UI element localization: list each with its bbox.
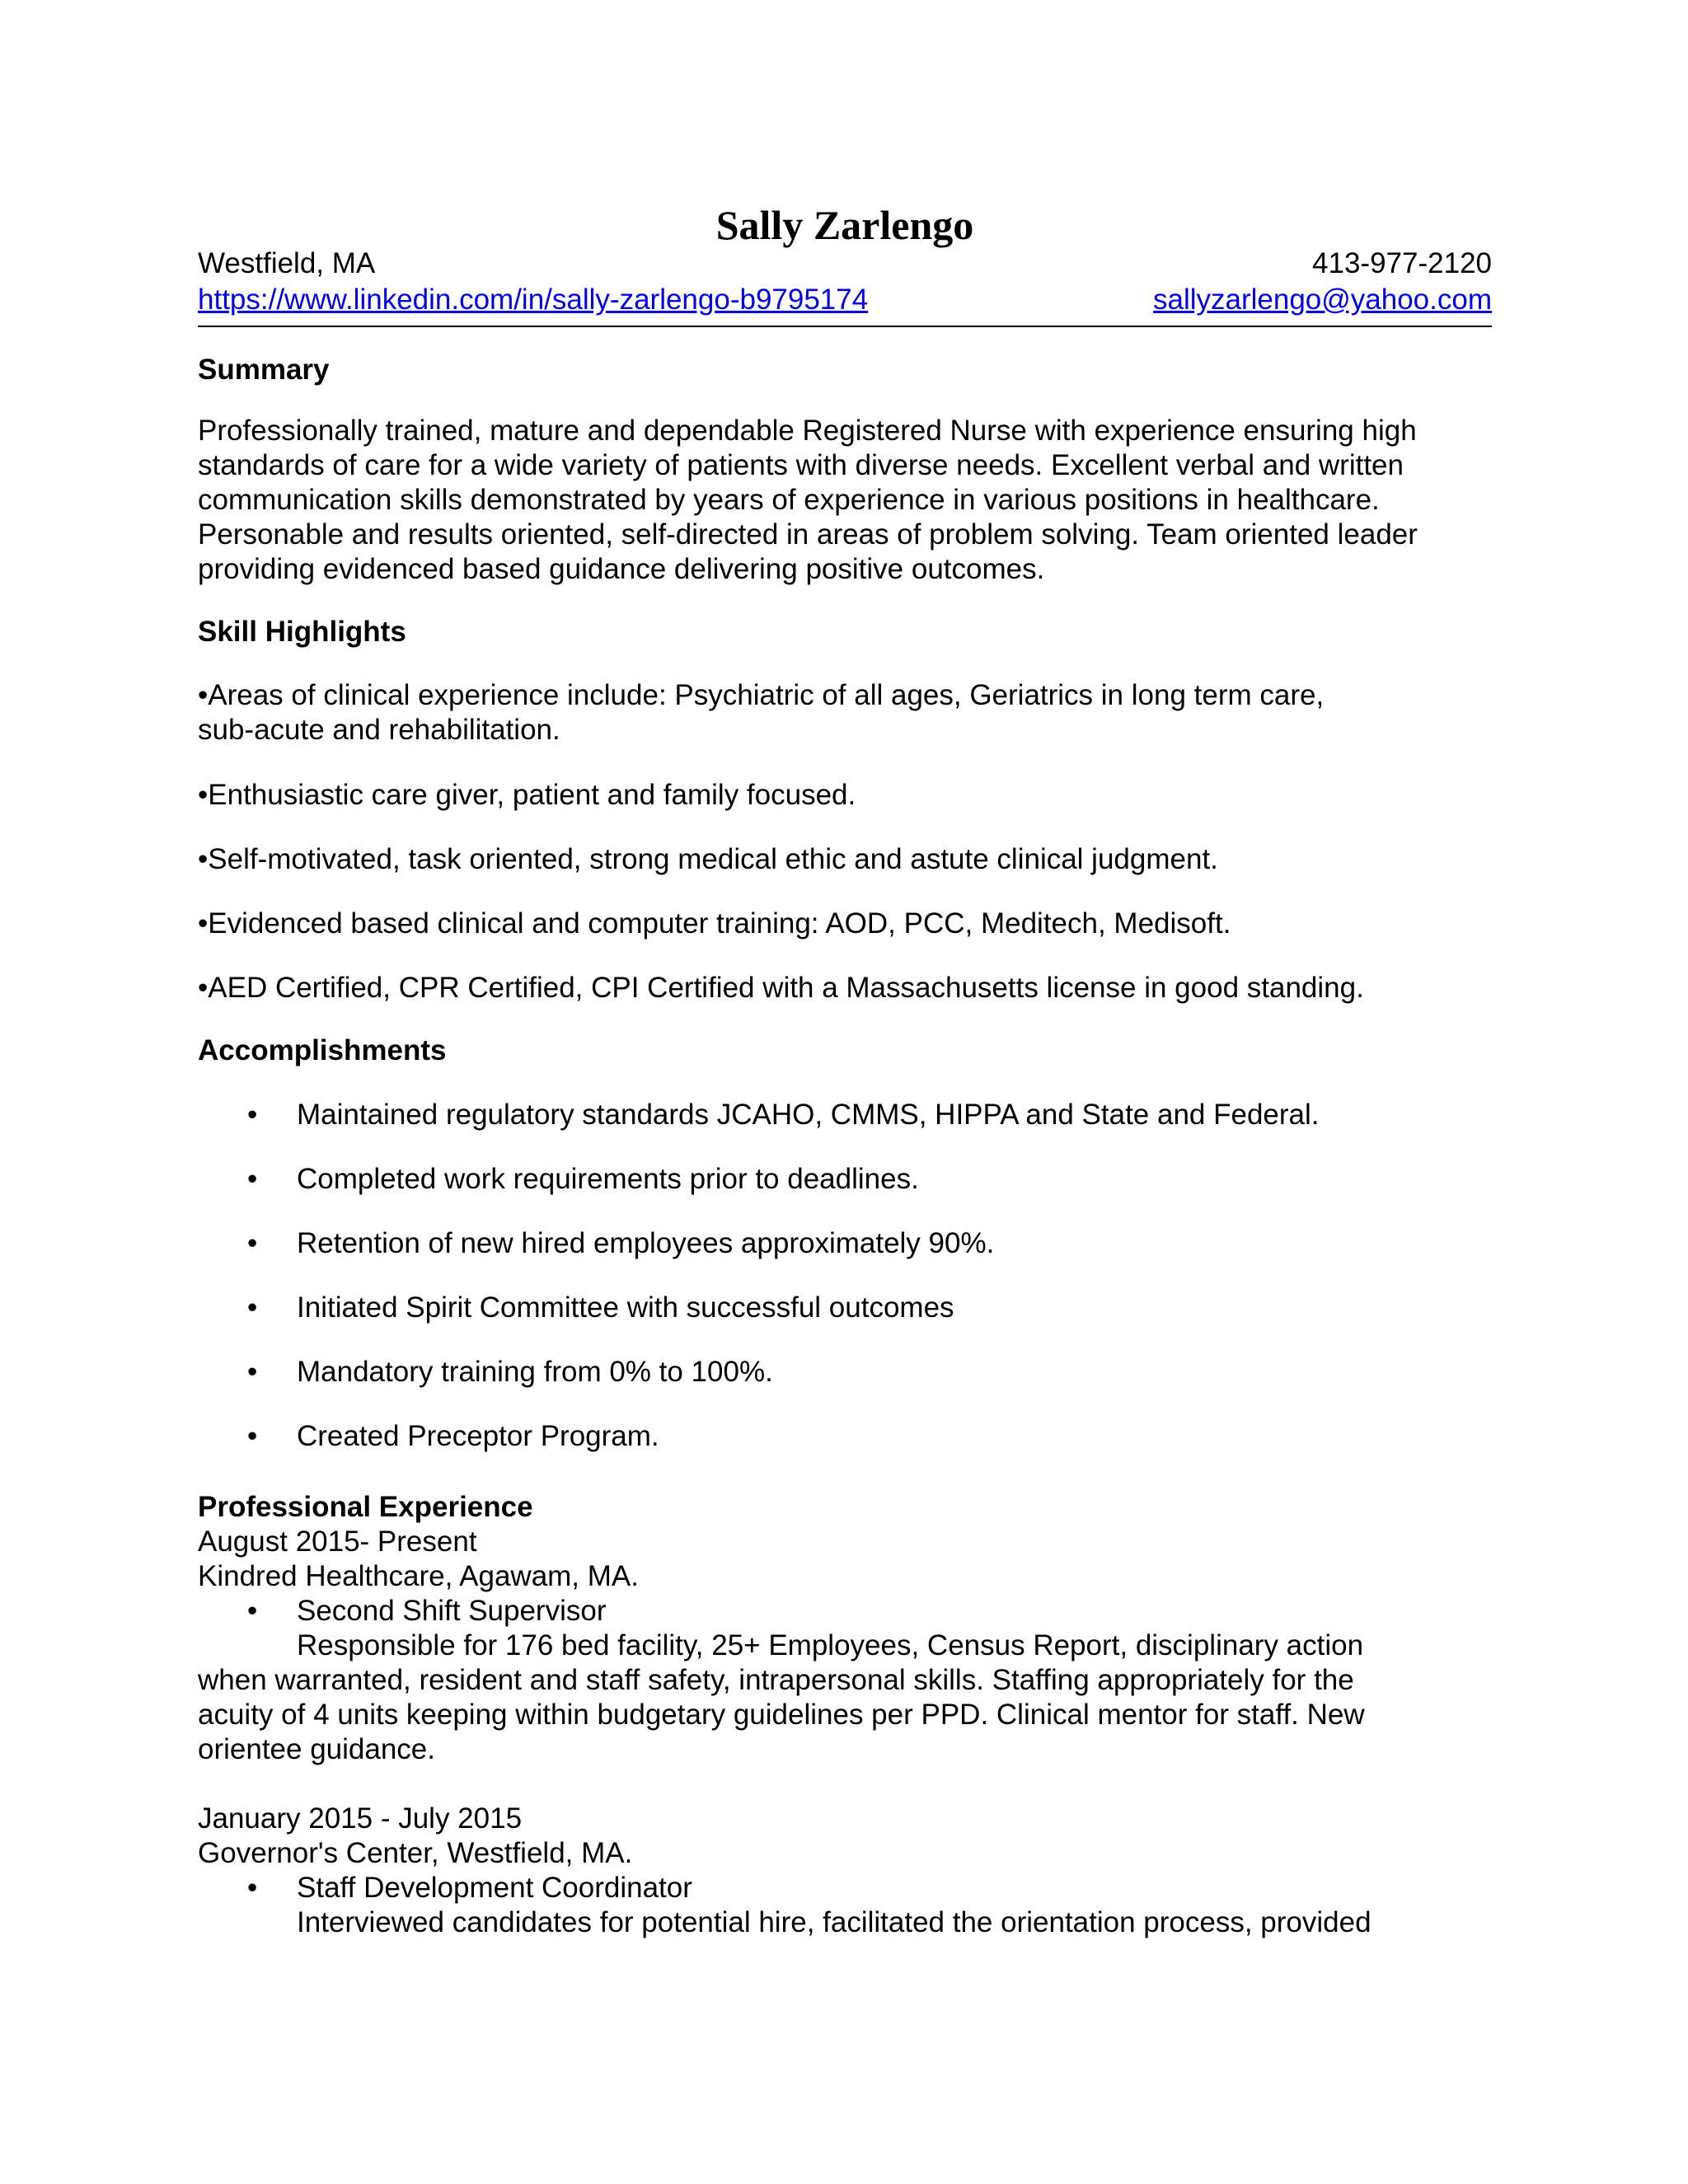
bullet-icon: • bbox=[247, 1291, 258, 1324]
job-dates: January 2015 - July 2015 bbox=[198, 1802, 523, 1835]
job-description-line: acuity of 4 units keeping within budgetary guidelines per PPD. Clinical mentor for staff. New bbox=[198, 1699, 1365, 1731]
job-employer: Governor's Center, Westfield, MA. bbox=[198, 1837, 633, 1869]
job-description-line: when warranted, resident and staff safety, intrapersonal skills. Staffing appropriately for the bbox=[198, 1664, 1354, 1696]
linkedin-link[interactable]: https://www.linkedin.com/in/sally-zarlengo-b9795174 bbox=[198, 284, 869, 316]
accomplishment-text: Maintained regulatory standards JCAHO, CMMS, HIPPA and State and Federal. bbox=[297, 1099, 1320, 1131]
phone-number: 413-977-2120 bbox=[1312, 247, 1492, 279]
summary-line: standards of care for a wide variety of patients with diverse needs. Excellent verbal and written bbox=[198, 449, 1404, 481]
job-employer: Kindred Healthcare, Agawam, MA. bbox=[198, 1560, 639, 1592]
job-description-line: orientee guidance. bbox=[198, 1733, 435, 1765]
summary-line: communication skills demonstrated by years of experience in various positions in healthcare. bbox=[198, 484, 1380, 516]
summary-line: providing evidenced based guidance delivering positive outcomes. bbox=[198, 553, 1045, 585]
bullet-icon: • bbox=[247, 1356, 258, 1388]
email-link[interactable]: sallyzarlengo@yahoo.com bbox=[1152, 284, 1492, 316]
accomplishment-text: Retention of new hired employees approximately 90%. bbox=[297, 1227, 995, 1259]
summary-line: Personable and results oriented, self-directed in areas of problem solving. Team oriented leader bbox=[198, 518, 1418, 551]
job-title: Second Shift Supervisor bbox=[297, 1595, 607, 1627]
contact-row-2 bbox=[198, 283, 1492, 317]
skill-item-continued: sub-acute and rehabilitation. bbox=[198, 714, 560, 746]
resume-page bbox=[198, 0, 1492, 2184]
bullet-icon: • bbox=[247, 1099, 258, 1131]
accomplishment-text: Mandatory training from 0% to 100%. bbox=[297, 1356, 773, 1388]
job-description-line: Responsible for 176 bed facility, 25+ Employees, Census Report, disciplinary action bbox=[297, 1629, 1364, 1661]
contact-row-1 bbox=[198, 246, 1492, 281]
experience-heading: Professional Experience bbox=[198, 1491, 533, 1523]
bullet-icon: • bbox=[247, 1872, 258, 1904]
bullet-icon: • bbox=[247, 1420, 258, 1452]
summary-line: Professionally trained, mature and dependable Registered Nurse with experience ensuring high bbox=[198, 415, 1417, 447]
job-title: Staff Development Coordinator bbox=[297, 1872, 692, 1904]
skills-heading: Skill Highlights bbox=[198, 616, 406, 648]
job-description-line: Interviewed candidates for potential hire, facilitated the orientation process, provided bbox=[297, 1906, 1372, 1938]
job-dates: August 2015- Present bbox=[198, 1526, 477, 1558]
summary-heading: Summary bbox=[198, 354, 330, 386]
bullet-icon: • bbox=[247, 1595, 258, 1627]
skill-item: •AED Certified, CPR Certified, CPI Certified with a Massachusetts license in good standing. bbox=[198, 972, 1364, 1004]
accomplishment-text: Created Preceptor Program. bbox=[297, 1420, 659, 1452]
header-divider bbox=[198, 326, 1492, 327]
candidate-name: Sally Zarlengo bbox=[715, 202, 974, 248]
skill-item: •Enthusiastic care giver, patient and family focused. bbox=[198, 779, 856, 811]
accomplishments-heading: Accomplishments bbox=[198, 1034, 447, 1066]
skill-item: •Self-motivated, task oriented, strong medical ethic and astute clinical judgment. bbox=[198, 843, 1218, 875]
accomplishment-text: Initiated Spirit Committee with successful outcomes bbox=[297, 1291, 954, 1324]
skill-item: •Evidenced based clinical and computer training: AOD, PCC, Meditech, Medisoft. bbox=[198, 907, 1231, 940]
skill-item: •Areas of clinical experience include: Psychiatric of all ages, Geriatrics in long term care, bbox=[198, 679, 1325, 711]
bullet-icon: • bbox=[247, 1227, 258, 1259]
location: Westfield, MA bbox=[198, 247, 376, 279]
bullet-icon: • bbox=[247, 1163, 258, 1195]
accomplishment-text: Completed work requirements prior to deadlines. bbox=[297, 1163, 919, 1195]
